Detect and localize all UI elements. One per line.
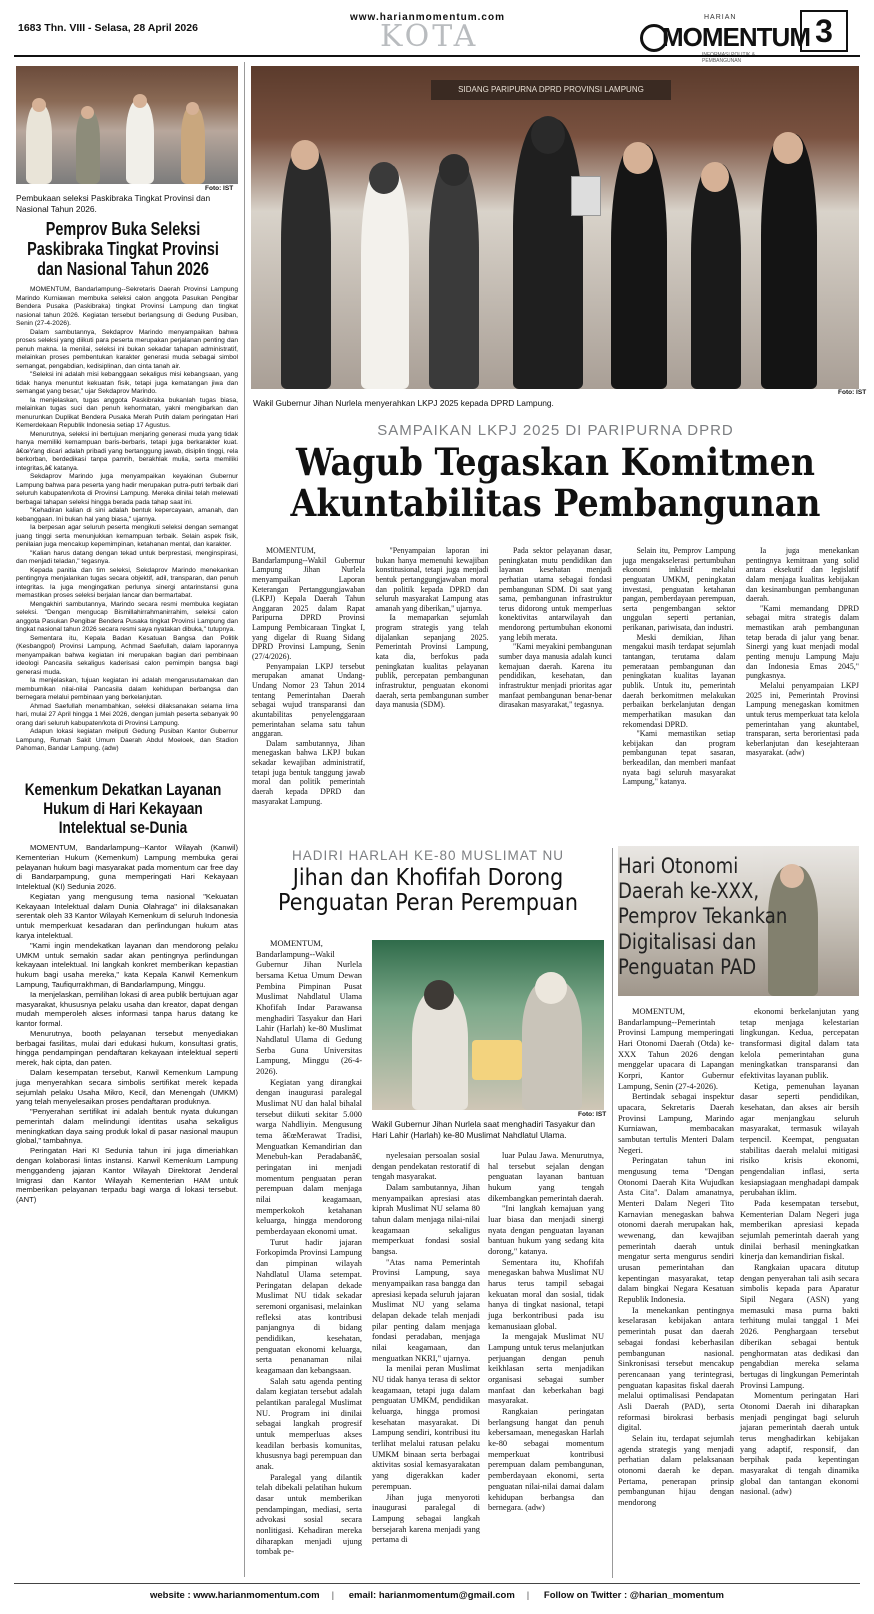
paragraph: "Kami meyakini pembangunan sumber daya manusia adalah kunci kemajuan daerah. Karena itu pendidikan, kesehatan, dan infrastruktur menjadi prioritas agar manfaat pembangunan benar-benar dirasakan masyarakat," tegasnya.: [499, 642, 612, 710]
page-number: 3: [800, 10, 848, 52]
paragraph: Pada sektor pelayanan dasar, peningkatan mutu pendidikan dan layanan kesehatan menjadi perhatian utama sebagai fondasi pembangunan SDM. Di saat yang sama, pembangunan infrastruktur terus didorong untuk memperluas konektivitas antarwilayah dan mendorong pertumbuhan ekonomi yang lebih merata.: [499, 546, 612, 642]
footer-rule: [14, 1583, 860, 1584]
paragraph: MOMENTUM, Bandarlampung--Wakil Gubernur Lampung Jihan Nurlela menyampaikan Laporan Keterangan Pertanggungjawaban (LKPJ) Kepala Daerah Tahun Anggaran 2025 dalam Rapat Paripurna DPRD Provinsi Lampung Pembicaraan Tingkat I, yang digelar di Ruang Sidang DPRD Provinsi Lampung, Senin (27/4/2026).: [252, 546, 365, 662]
mid-article-col-2: [372, 1151, 480, 1546]
main-article-column: [376, 546, 489, 710]
main-headline[interactable]: [282, 442, 828, 523]
paragraph: Mengakhiri sambutannya, Marindo secara resmi membuka kegiatan seleksi. "Dengan mengucap Bismillahirrahmanirrahim, seleksi calon anggota Pasukan Pengibar Bendera Pusaka tingkat Provinsi Lampung dan tingkat nasional tahun 2026 secara resmi saya nyatakan dibuka," tutupnya.: [16, 600, 238, 633]
paragraph: Menurutnya, booth pelayanan tersebut menyediakan berbagai fasilitas, mulai dari edukasi hukum, konsultasi gratis, hingga pendampingan pendaftaran kekayaan intelektual seperti merek, hak cipta, dan paten.: [16, 1028, 238, 1068]
paragraph: Ahmad Saefullah menambahkan, seleksi dilaksanakan selama lima hari, mulai 27 April hingga 1 Mei 2026, dengan jumlah peserta sebanyak 90 orang dari seluruh kabupaten/kota di Provinsi Lampung.: [16, 702, 238, 727]
headline-line-1: Jihan dan Khofifah Dorong: [292, 865, 564, 891]
paragraph: Salah satu agenda penting dalam kegiatan tersebut adalah pelantikan paralegal Muslimat NU. Program ini dinilai sebagai langkah progresif untuk memperluas akses keadilan berbasis komunitas, khususnya bagi perempuan dan anak.: [256, 1376, 362, 1471]
paragraph: Rangkaian peringatan berlangsung hangat dan penuh kebersamaan, menegaskan Harlah ke-80 sebagai momentum memperkuat kontribusi perempuan dalam pembangunan, pemberdayaan ekonomi, serta penguatan nilai-nilai damai dalam kehidupan berbangsa dan bernegara. (adw): [488, 1407, 604, 1513]
paragraph: Selain itu, terdapat sejumlah agenda strategis yang menjadi perhatian dalam pelaksanaan otonomi daerah ke depan. Pertama, penerapan prinsip pembangunan hijau dengan mendorong: [618, 1433, 734, 1507]
article-kicker: SAMPAIKAN LKPJ 2025 DI PARIPURNA DPRD: [377, 422, 734, 439]
paragraph: Momentum peringatan Hari Otonomi Daerah ini diharapkan menjadi pengingat bagi seluruh jajaran pemerintah daerah untuk terus menghadirkan kebijakan yang adaptif, responsif, dan berpihak pada kepentingan masyarakat di tengah dinamika global dan tantangan ekonomi nasional. (adw): [740, 1391, 859, 1497]
paragraph: Pada kesempatan tersebut, Kementerian Dalam Negeri juga memberikan apresiasi kepada sejumlah pemerintah daerah yang dinilai berhasil meningkatkan kinerja dan kemandirian fiskal.: [740, 1199, 859, 1262]
paragraph: Melalui penyampaian LKPJ 2025 ini, Pemerintah Provinsi Lampung menegaskan komitmen untuk terus memperkuat tata kelola pemerintahan yang akuntabel, transparan, serta berorientasi pada keberlanjutan dan kesejahteraan masyarakat. (adw): [746, 680, 859, 758]
column-divider: [612, 848, 613, 1578]
paragraph: Ketiga, pemenuhan layanan dasar seperti pendidikan, kesehatan, dan akses air bersih agar menjangkau seluruh masyarakat, termasuk wilayah terpencil. Keempat, penguatan stabilitas daerah melalui mitigasi risiko krisis ekonomi, pengendalian inflasi, serta kesiapsiagaan menghadapi dampak perubahan iklim.: [740, 1081, 859, 1198]
main-article-body: [252, 546, 859, 836]
headline-line-2: Penguatan Peran Perempuan: [278, 890, 578, 917]
headline-line-1: Wagub Tegaskan Komitmen: [296, 440, 815, 484]
paragraph: nyelesaian persoalan sosial dengan pendekatan restoratif di tengah masyarakat.: [372, 1151, 480, 1182]
paragraph: "Kami memastikan setiap kebijakan dan program pembangunan tepat sasaran, berkeadilan, dan memberi manfaat nyata bagi seluruh masyarakat Lampung," katanya.: [622, 729, 736, 787]
footer-twitter[interactable]: Follow on Twitter : @harian_momentum: [543, 1590, 724, 1601]
paragraph: MOMENTUM, Bandarlampung--Pemerintah Provinsi Lampung memperingati Hari Otonomi Daerah (Otda) ke-XXX Tahun 2026 dengan menggelar upacara di Lapangan Korpri, Kantor Gubernur Lampung, Senin (27-4-2026).: [618, 1007, 734, 1091]
article-body: [16, 286, 238, 754]
headline-line-2: Akuntabilitas Pembangunan: [290, 480, 821, 525]
mid-article-col-3: [488, 1151, 604, 1514]
mid-headline[interactable]: [266, 866, 590, 917]
paragraph: "Penyerahan sertifikat ini adalah bentuk nyata dukungan pemerintah dalam melindungi identitas usaha sekaligus meningkatkan daya saing produk lokal di pasar nasional maupun global," tambahnya.: [16, 1107, 238, 1146]
paragraph: Selain itu, Pemprov Lampung juga mengakselerasi pertumbuhan ekonomi inklusif melalui penguatan UMKM, peningkatan investasi, penguatan ketahanan pangan, pemberdayaan perempuan, serta pengembangan sektor unggulan seperti pertanian, perikanan, pariwisata, dan industri.: [622, 546, 736, 633]
article-kicker-2: HADIRI HARLAH KE-80 MUSLIMAT NU: [291, 848, 565, 863]
paragraph: Peringatan tahun ini mengusung tema "Dengan Otonomi Daerah Kita Wujudkan Asta Cita". Dalam amanatnya, Menteri Dalam Negeri Tito Karnavian menegaskan bahwa otonomi daerah merupakan hak, wewenang, dan kewajiban pemerintah daerah untuk mengatur serta mengurus sendiri urusan pemerintahan dan kepentingan masyarakat, tetap dalam bingkai Negara Kesatuan Republik Indonesia.: [618, 1156, 734, 1305]
paragraph: "Atas nama Pemerintah Provinsi Lampung, saya menyampaikan rasa bangga dan apresiasi kepada seluruh jajaran Muslimat NU yang selama delapan dekade telah menjadi pilar penting dalam menjaga fondasi peradaban, menjaga nilai keagamaan, dan menguatkan NKRI," ujarnya.: [372, 1257, 480, 1363]
photo-banner: SIDANG PARIPURNA DPRD PROVINSI LAMPUNG: [431, 80, 671, 100]
paragraph: Ia menjelaskan, tujuan kegiatan ini adalah mengarusutamakan dan membumikan nilai-nilai Pancasila dalam kehidupan berbangsa dan bernegara melalui pembinaan yang berkelanjutan.: [16, 677, 238, 701]
photo-caption: Wakil Gubernur Jihan Nurlela saat menghadiri Tasyakur dan Hari Lahir (Harlah) ke-80 Muslimat Nahdlatul Ulama.: [372, 1119, 595, 1140]
footer-website[interactable]: website : www.harianmomentum.com: [150, 1590, 320, 1601]
paragraph: "Kehadiran kalian di sini adalah bentuk kepercayaan, amanah, dan kebanggaan. Ini bukan hal yang biasa," ujarnya.: [16, 507, 238, 523]
right-article-col-1: [618, 1007, 734, 1509]
article-headline-2[interactable]: Kemenkum Dekatkan Layanan Hukum di Hari Kekayaan Intelektual se-Dunia: [24, 780, 222, 838]
header-website[interactable]: www.harianmomentum.com: [350, 12, 505, 23]
header-rule: [14, 55, 860, 57]
paragraph: Rangkaian upacara ditutup dengan penyerahan tali asih secara simbolis kepada para Aparatur Sipil Negara (ASN) yang memasuki masa purna bakti terhitung mulai tanggal 1 Mei 2026. Penghargaan tersebut diberikan sebagai bentuk penghormatan atas dedikasi dan pengabdian mereka selama bertugas di lingkungan Pemerintah Provinsi Lampung.: [740, 1263, 859, 1390]
paragraph: Ia berpesan agar seluruh peserta mengikuti seleksi dengan semangat juang tinggi serta menunjukkan kemampuan terbaik. Selain aspek fisik, penilaian juga mencakup kepemimpinan, ketahanan mental, dan karakter.: [16, 524, 238, 548]
paragraph: Kegiatan yang dirangkai dengan inaugurasi paralegal Muslimat NU dan halal bihalal tersebut diikuti sekitar 5.000 warga Nahdliyin. Mengusung tema â€œMerawat Tradisi, Menguatkan Kemandirian dan Menebuh-kan Peradabanâ€, peringatan ini menjadi momentum penguatan peran perempuan dalam menjaga nilai keagamaan, memperkokoh ketahanan keluarga, hingga mendorong pemberdayaan ekonomi umat.: [256, 1077, 362, 1237]
paragraph: "Kami ingin mendekatkan layanan dan mendorong pelaku UMKM untuk semakin sadar akan pentingnya perlindungan kekayaan intelektual. Ini langkah konkret memberikan kepastian hukum bagi usaha mereka," kata Kepala Kanwil Kemenkum Lampung, Taufiqurrakhman, di Bandarlampung, Minggu.: [16, 940, 238, 989]
article-headline[interactable]: Pemprov Buka Seleksi Paskibraka Tingkat Provinsi dan Nasional Tahun 2026: [27, 219, 219, 280]
paragraph: Ia memaparkan sejumlah program strategis yang telah dijalankan sepanjang 2025. Pemerintah Provinsi Lampung, kata dia, berfokus pada peningkatan kualitas pelayanan publik, percepatan pembangunan infrastruktur, penguatan ekonomi daerah, serta pembangunan sumber daya manusia (SDM).: [375, 613, 489, 710]
paragraph: Bertindak sebagai inspektur upacara, Sekretaris Daerah Provinsi Lampung, Marindo Kurniawan, membacakan sambutan tertulis Menteri Dalam Negeri.: [618, 1092, 734, 1155]
main-article-column: [623, 546, 736, 787]
paragraph: Menurutnya, seleksi ini bertujuan menjaring generasi muda yang tidak hanya memiliki kemampuan baris-berbaris, tetapi juga berkarakter kuat. â€œYang dicari adalah pribadi yang bertanggung jawab, disiplin tinggi, rela berkorban, berdedikasi tanpa pamrih, berakhlak mulia, serta memiliki integritas,â€ katanya.: [16, 430, 238, 472]
right-headline[interactable]: Hari Otonomi Daerah ke-XXX, Pemprov Tekankan Digitalisasi dan Penguatan PAD: [618, 854, 788, 979]
paragraph: Ia menilai peran Muslimat NU tidak hanya terasa di sektor keagamaan, tetapi juga dalam penguatan UMKM, pendidikan keluarga, hingga promosi kesehatan masyarakat. Di Lampung sendiri, kontribusi itu terlihat melalui ratusan pelaku UMKM binaan serta berbagai aktivitas sosial kemasyarakatan yang digerakkan kader perempuan.: [372, 1364, 480, 1491]
photo-credit: Foto: IST: [578, 1111, 607, 1118]
paragraph: Sementara itu, Kepala Badan Kesatuan Bangsa dan Politik (Kesbangpol) Provinsi Lampung, Achmad Saefullah, dalam laporannya menyampaikan bahwa kegiatan ini merupakan bagian dari pembinaan ideologi Pancasila sekaligus kaderisasi calon pemimpin bangsa bagi generasi muda.: [16, 634, 238, 676]
paragraph: Dalam kesempatan tersebut, Kanwil Kemenkum Lampung juga menyerahkan secara simbolis sertifikat merek kepada sejumlah pelaku Usaha Mikro, Kecil, dan Menengah (UMKM) yang telah menyelesaikan proses pendaftaran produknya.: [16, 1067, 238, 1107]
paragraph: Adapun lokasi kegiatan meliputi Gedung Pusiban Kantor Gubernur Lampung, Rumah Sakit Umum Daerah Abdul Moeloek, dan Stadion Pahoman, Bandar Lampung. (adw): [16, 728, 238, 752]
paragraph: Paralegal yang dilantik telah dibekali pelatihan hukum dasar untuk memberikan pendampingan, mediasi, serta advokasi sosial secara nonlitigasi. Kehadiran mereka diharapkan menjadi ujung tombak pe-: [256, 1472, 362, 1557]
paragraph: Peringatan Hari KI Sedunia tahun ini juga dimeriahkan dengan kolaborasi lintas instansi. Kanwil Kemenkum Lampung menggandeng jajaran Kantor Wilayah Direktorat Jenderal Imigrasi dan Kantor Wilayah Kementerian HAM untuk memberikan pelayanan terpadu bagi warga di lokasi tersebut. (ANT): [16, 1146, 238, 1205]
mid-article-col-1: [256, 939, 362, 1558]
photo-caption: Pembukaan seleksi Paskibraka Tingkat Provinsi dan Nasional Tahun 2026.: [16, 193, 211, 214]
photo-credit: Foto: IST: [205, 185, 234, 192]
paragraph: Ia juga menekankan pentingnya kemitraan yang solid antara eksekutif dan legislatif dalam menjaga kualitas kebijakan dan kesinambungan pembangunan daerah.: [746, 546, 859, 604]
paragraph: Ia menjelaskan, tugas anggota Paskibraka bukanlah tugas biasa, melainkan tugas suci dan penuh kehormatan, yakni mengibarkan dan menurunkan Duplikat Bendera Pusaka Merah Putih dalam peringatan Hari Kemerdekaan Republik Indonesia setiap 17 Agustus.: [16, 396, 238, 429]
logo-tagline: PEMBANGUNAN: [702, 58, 742, 64]
muslimat-photo: [372, 940, 604, 1110]
paragraph: "Seleksi ini adalah misi kebanggaan sekaligus misi kebangsaan, yang tidak hanya menuntut kekuatan fisik, tetapi juga kematangan jiwa dan semangat yang besar," ujar Sekdaprov Marindo.: [16, 371, 238, 395]
main-article-column: [499, 546, 612, 710]
paragraph: luar Pulau Jawa. Menurutnya, hal tersebut sejalan dengan penguatan layanan bantuan hukum yang tengah dikembangkan pemerintah daerah.: [488, 1151, 604, 1203]
footer-email[interactable]: email: harianmomentum@gmail.com: [348, 1590, 515, 1601]
photo-caption: Wakil Gubernur Jihan Nurlela menyerahkan LKPJ 2025 kepada DPRD Lampung.: [253, 398, 554, 408]
logo-small: HARIAN: [704, 14, 737, 21]
paragraph: Kegiatan yang mengusung tema nasional "Kekuatan Kekayaan Intelektual dalam Dunia Olahraga" ini dilaksanakan serentak oleh 33 Kantor Wilayah Kemenkum di seluruh Indonesia untuk memperkuat kesadaran dan perlindungan hukum atas karya intelektual.: [16, 891, 238, 941]
paragraph: Penyampaian LKPJ tersebut merupakan amanat Undang-Undang Nomor 23 Tahun 2014 tentang Pemerintahan Daerah sebagai wujud transparansi dan akuntabilitas penyelenggaraan pemerintahan selama satu tahun anggaran.: [252, 661, 365, 739]
paragraph: Kepada panitia dan tim seleksi, Sekdaprov Marindo menekankan pentingnya menjalankan tugas secara objektif, adil, transparan, dan penuh integritas. Ia juga mengingatkan perlunya sinergi antarinstansi guna memastikan proses seleksi berjalan lancar dan bermartabat.: [16, 566, 238, 599]
photo-credit: Foto: IST: [838, 389, 867, 396]
main-article-column: [252, 546, 365, 806]
paragraph: ekonomi berkelanjutan yang tetap menjaga kelestarian lingkungan. Kedua, percepatan transformasi digital dalam tata kelola pemerintahan guna meningkatkan transparansi dan efektivitas layanan publik.: [740, 1007, 859, 1081]
column-divider: [244, 62, 245, 1577]
paragraph: Meski demikian, Jihan mengakui masih terdapat sejumlah tantangan, terutama dalam pemerataan pembangunan dan peningkatan kualitas layanan publik. Untuk itu, pemerintah daerah berkomitmen melakukan perbaikan berkelanjutan dengan memperhatikan masukan dan rekomendasi DPRD.: [622, 632, 736, 729]
lkpj-photo: [251, 66, 859, 389]
paragraph: Ia mengajak Muslimat NU Lampung untuk terus melanjutkan perjuangan dengan penuh keikhlasan serta menjadikan organisasi sebagai sumber manfaat dan keberkahan bagi masyarakat.: [488, 1332, 604, 1406]
article-body-2: [16, 843, 238, 1205]
paragraph: Ia menjelaskan, pemilihan lokasi di area publik bertujuan agar masyarakat, khususnya pelaku usaha dan kreator, dapat dengan mudah memperoleh akses informasi tanpa harus datang ke kantor formal.: [16, 989, 238, 1029]
paskibraka-photo: [16, 66, 238, 184]
right-article-col-2: [740, 1007, 859, 1498]
paragraph: "Kami memandang DPRD sebagai mitra strategis dalam memastikan arah pembangunan tetap berada di jalur yang benar. Sinergi yang kuat menjadi modal penting menuju Lampung Maju dan Indonesia Emas 2045," pungkasnya.: [746, 603, 859, 681]
paragraph: Dalam sambutannya, Sekdaprov Marindo menyampaikan bahwa proses seleksi yang diikuti para peserta merupakan perjalanan penting dan penuh makna. Ia menilai, seleksi ini bukan sekadar tahapan administratif, melainkan proses pembentukan karakter generasi muda sebagai simbol semangat, pengabdian, kedisiplinan, dan cinta tanah air.: [16, 328, 238, 370]
paragraph: "Ini langkah kemajuan yang luar biasa dan menjadi sinergi nyata dengan penguatan layanan bantuan hukum yang sedang kita dorong," katanya.: [488, 1204, 604, 1257]
issue-info: 1683 Thn. VIII - Selasa, 28 April 2026: [18, 22, 198, 34]
paragraph: Sekdaprov Marindo juga menyampaikan keyakinan Gubernur Lampung bahwa para peserta yang hadir merupakan putra-putri terbaik dari seluruh kabupaten/kota di Provinsi Lampung. Mereka dinilai telah melewati berbagai tahapan seleksi hingga berada pada tahap saat ini.: [16, 473, 238, 506]
paragraph: Turut hadir jajaran Forkopimda Provinsi Lampung dan pimpinan wilayah Nahdlatul Ulama setempat. Peringatan delapan dekade Muslimat NU tidak sekadar seremoni organisasi, melainkan refleksi atas kontribusi panjangnya di bidang pendidikan, kesehatan, penguatan ekonomi keluarga, serta penanaman nilai keagamaan dan kebangsaan.: [256, 1237, 362, 1375]
rubric-title: KOTA: [380, 19, 479, 54]
paragraph: Ia menekankan pentingnya keselarasan kebijakan antara pemerintah pusat dan daerah sebagai fondasi keberhasilan pembangunan nasional. Sinkronisasi tersebut mencakup perencanaan yang terintegrasi, penguatan kapasitas fiskal daerah melalui optimalisasi Pendapatan Asli Daerah (PAD), serta reformasi birokrasi berbasis digital.: [618, 1305, 734, 1433]
paragraph: MOMENTUM, Bandarlampung--Wakil Gubernur Jihan Nurlela bersama Ketua Umum Dewan Pembina Pimpinan Pusat Muslimat Nahdlatul Ulama Khofifah Indar Parawansa menghadiri Tasyakur dan Hari Lahir (Harlah) ke-80 Muslimat Nahdlatul Ulama di Gedung Serba Guna Universitas Lampung, Minggu (26-4-2026).: [256, 939, 362, 1077]
paragraph: Sementara itu, Khofifah menegaskan bahwa Muslimat NU harus terus tampil sebagai kekuatan moral dan sosial, tidak hanya di tingkat nasional, tetapi juga berkontribusi pada isu kemanusiaan global.: [488, 1257, 604, 1331]
footer: website : www.harianmomentum.com | email: harianmomentum@gmail.com | Follow on Twitter : @harian_momentum: [0, 1590, 874, 1601]
logo-big: MOMENTUM: [662, 22, 810, 52]
paragraph: Jihan juga menyoroti inaugurasi paralegal di Lampung sebagai langkah bersejarah karena menjadi yang pertama di: [372, 1492, 480, 1545]
paragraph: MOMENTUM, Bandarlampung--Sekretaris Daerah Provinsi Lampung Marindo Kurniawan membuka seleksi calon anggota Pasukan Pengibar Bendera Pusaka (Paskibraka) tingkat Provinsi Lampung dan tingkat nasional tahun 2026. Kegiatan tersebut berlangsung di Gedung Pusiban, Senin (27-4-2026).: [16, 286, 238, 327]
paragraph: MOMENTUM, Bandarlampung--Kantor Wilayah (Kanwil) Kementerian Hukum (Kemenkum) Lampung membuka gerai pelayanan hukum bagi masyarakat pada momentum car free day di Bandarpampung, guna memperingati Hari Kekayaan Intelektual (KI) Sedunia 2026.: [16, 843, 238, 892]
paragraph: Dalam sambutannya, Jihan menyampaikan apresiasi atas kiprah Muslimat NU selama 80 tahun dalam menjaga nilai-nilai keagamaan sekaligus memperkuat fondasi sosial bangsa.: [372, 1183, 480, 1257]
paragraph: "Penyampaian laporan ini bukan hanya memenuhi kewajiban konstitusional, tetapi juga menjadi bentuk pertanggungjawaban moral dan politik kepada DPRD dan seluruh masyarakat Lampung atas amanah yang diberikan," ujarnya.: [375, 546, 489, 613]
paragraph: "Kalian harus datang dengan tekad untuk berprestasi, menginspirasi, dan menjadi teladan," tegasnya.: [16, 549, 238, 565]
main-article-column: [746, 546, 859, 758]
paragraph: Dalam sambutannya, Jihan menegaskan bahwa LKPJ bukan sekadar kewajiban administratif, tetapi juga bentuk tanggung jawab moral dan politik pemerintah daerah kepada DPRD dan masyarakat Lampung.: [252, 738, 365, 806]
